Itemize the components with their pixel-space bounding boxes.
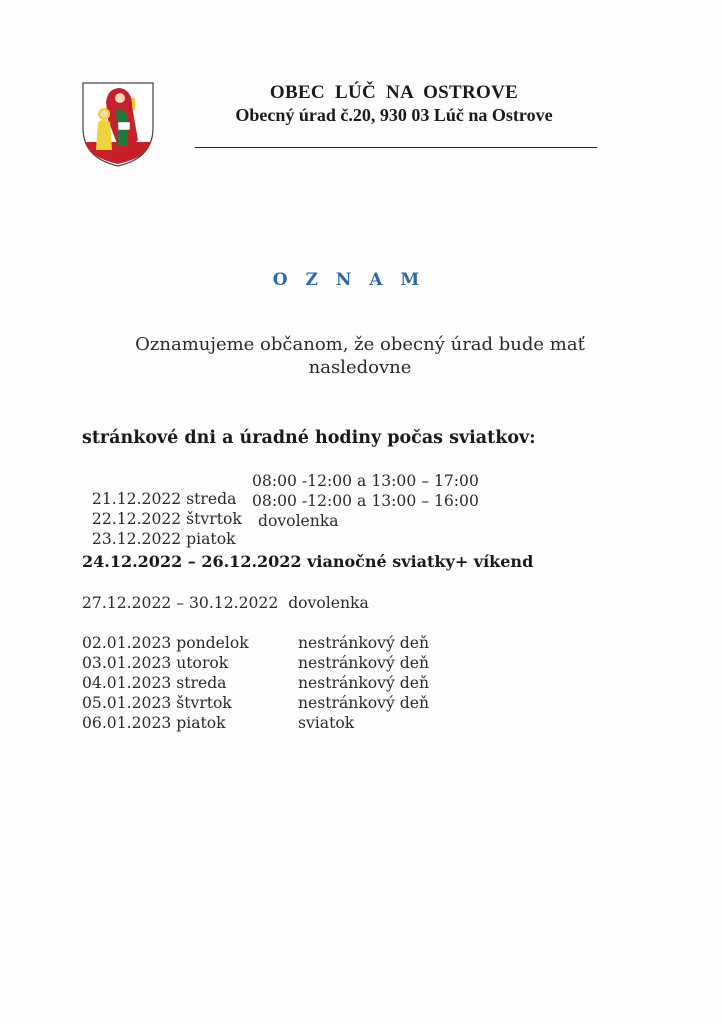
january-row-date: 02.01.2023 pondelok xyxy=(82,634,249,652)
january-row-date: 04.01.2023 streda xyxy=(82,674,227,692)
notice-intro: Oznamujeme občanom, že obecný úrad bude mať nasledovne xyxy=(135,334,585,378)
january-row-date: 03.01.2023 utorok xyxy=(82,654,229,672)
january-row-status: nestránkový deň xyxy=(298,654,430,672)
date-day: 21.12.2022 streda xyxy=(91,490,237,508)
header-divider xyxy=(195,147,597,148)
office-address: Obecný úrad č.20, 930 03 Lúč na Ostrove xyxy=(235,105,553,125)
january-row-status: sviatok xyxy=(298,714,355,732)
municipality-name: OBEC LÚČ NA OSTROVE xyxy=(269,82,519,103)
hours: 08:00 -12:00 a 13:00 – 17:00 xyxy=(252,472,479,490)
hours: 08:00 -12:00 a 13:00 – 16:00 xyxy=(252,492,479,510)
schedule-row xyxy=(82,512,236,548)
date-day: 22.12.2022 štvrtok xyxy=(91,510,242,528)
date-day: 23.12.2022 piatok xyxy=(91,530,236,548)
vacation-line: 27.12.2022 – 30.12.2022 dovolenka xyxy=(82,594,369,612)
section-subheading: stránkové dni a úradné hodiny počas sviatkov: xyxy=(82,428,536,448)
notice-title: O Z N A M xyxy=(272,270,426,290)
january-row-status: nestránkový deň xyxy=(298,674,430,692)
hours: dovolenka xyxy=(258,512,339,530)
holiday-line: 24.12.2022 – 26.12.2022 vianočné sviatky+ víkend xyxy=(82,552,534,571)
january-row-date: 05.01.2023 štvrtok xyxy=(82,694,232,712)
coat-of-arms-icon xyxy=(80,80,156,168)
january-row-status: nestránkový deň xyxy=(298,694,430,712)
january-row-status: nestránkový deň xyxy=(298,634,430,652)
january-row-date: 06.01.2023 piatok xyxy=(82,714,226,732)
